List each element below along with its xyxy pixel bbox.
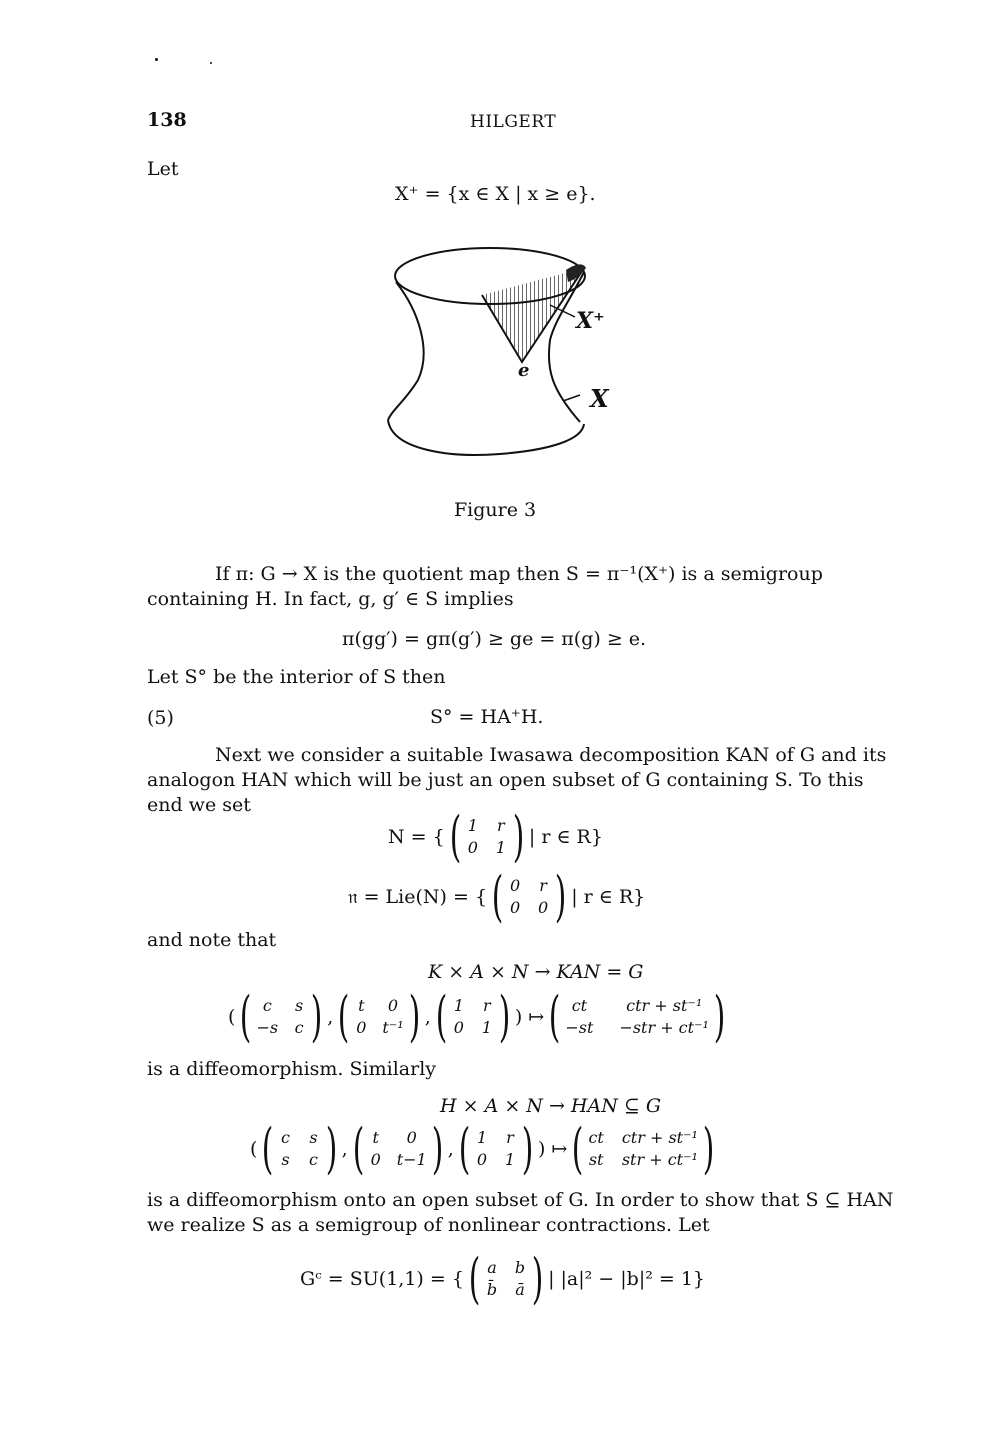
stray-mark	[210, 62, 212, 64]
similarly-text: is a diffeomorphism. Similarly	[147, 1058, 436, 1080]
cone-xplus	[482, 264, 586, 401]
matrix: ( t 0 0 t⁻¹ )	[337, 985, 420, 1048]
running-title: HILGERT	[470, 112, 557, 132]
matrix: ( a b b̄ ā )	[468, 1247, 544, 1310]
equation-han-head: H × A × N → HAN ⊆ G	[440, 1095, 662, 1117]
equation-kan-map: ( ( c s −s c ) , ( t 0 0 t⁻¹ ) , ( 1 r 0 1 ) ) ↦ ( ct ctr + st⁻¹ −st −str + ct⁻¹ )	[228, 990, 730, 1044]
equation-number: (5)	[147, 707, 174, 729]
equation-N	[388, 805, 603, 868]
matrix: ( c s s c )	[262, 1117, 337, 1180]
equation-kan-head: K × A × N → KAN = G	[428, 961, 644, 983]
and-note: and note that	[147, 929, 277, 951]
equation-5: S° = HA⁺H.	[430, 706, 544, 728]
matrix: ( 0 r 0 0 )	[491, 865, 567, 928]
paragraph-line: analogon HAN which will be just an open subset of G containing S. To this	[147, 769, 864, 791]
page-number: 138	[147, 109, 187, 131]
matrix: ( t 0 0 t−1 )	[352, 1117, 444, 1180]
label-x: X	[590, 384, 609, 413]
matrix: ( ct ctr + st⁻¹ −st −str + ct⁻¹ )	[549, 985, 726, 1048]
paragraph-iwasawa	[147, 743, 887, 818]
matrix: ( ct ctr + st⁻¹ st str + ct⁻¹ )	[572, 1117, 715, 1180]
label-xplus: X⁺	[576, 308, 605, 334]
paragraph-contractions	[147, 1188, 894, 1238]
matrix: ( 1 r 0 1 )	[458, 1117, 534, 1180]
eq-rhs: | r ∈ R}	[528, 826, 603, 848]
equation-xplus: X⁺ = {x ∈ X | x ≥ e}.	[395, 183, 596, 205]
paragraph-line: If π: G → X is the quotient map then S = π⁻¹(X⁺) is a semigroup	[215, 563, 823, 585]
equation-pi: π(gg′) = gπ(g′) ≥ ge = π(g) ≥ e.	[342, 628, 647, 650]
stray-mark	[155, 58, 158, 61]
eq-lhs: Gᶜ = SU(1,1) = {	[300, 1268, 464, 1290]
matrix: ( 1 r 0 1 )	[435, 985, 511, 1048]
figure-caption: Figure 3	[454, 499, 537, 521]
equation-han-map: ( ( c s s c ) , ( t 0 0 t−1 ) , ( 1 r 0 1 ) ) ↦ ( ct ctr + st⁻¹ st str + ct⁻¹ )	[250, 1122, 719, 1176]
paragraph-line: containing H. In fact, g, g′ ∈ S implies	[147, 588, 514, 610]
matrix: ( 1 r 0 1 )	[449, 805, 525, 868]
let-interior: Let S° be the interior of S then	[147, 666, 446, 688]
eq-rhs: | |a|² − |b|² = 1}	[548, 1268, 706, 1290]
let-text: Let	[147, 158, 179, 180]
paragraph-line: Next we consider a suitable Iwasawa decomposition KAN of G and its	[215, 744, 887, 766]
equation-lie-n	[348, 865, 646, 928]
eq-lhs: 𝔫 = Lie(N) = {	[348, 886, 488, 908]
eq-rhs: | r ∈ R}	[571, 886, 646, 908]
paragraph-line: is a diffeomorphism onto an open subset of G. In order to show that S ⊆ HAN	[147, 1189, 894, 1211]
paragraph-quotient	[147, 562, 827, 612]
hyperboloid-figure	[370, 240, 630, 480]
eq-lhs: N = {	[388, 826, 445, 848]
equation-su11	[300, 1247, 706, 1310]
label-e: e	[518, 360, 530, 381]
matrix: ( c s −s c )	[240, 985, 323, 1048]
paragraph-line: we realize S as a semigroup of nonlinear contractions. Let	[147, 1214, 710, 1236]
paragraph-line: end we set	[147, 794, 251, 816]
